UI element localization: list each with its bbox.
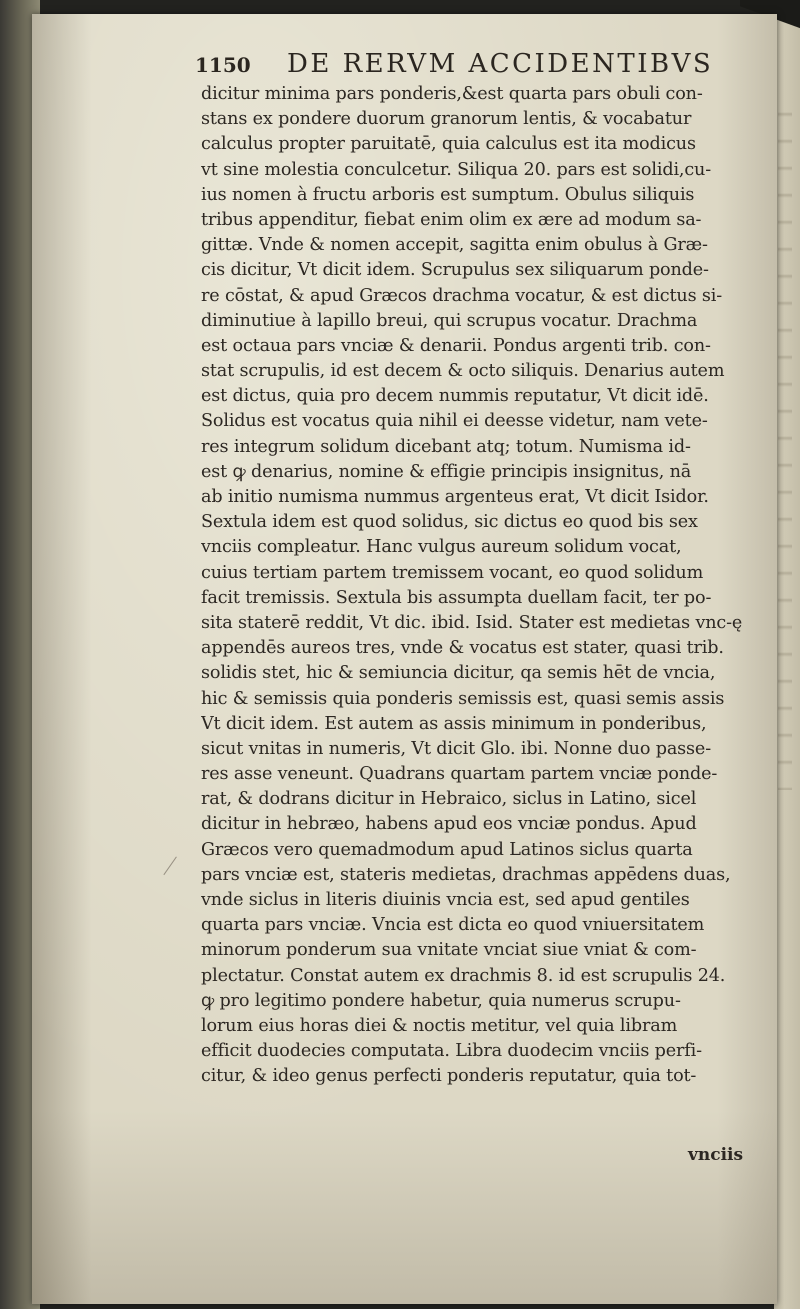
text-line: calculus propter paruitatē, quia calculus est ita modicus xyxy=(201,134,696,155)
text-line: est octaua pars vnciæ & denarii. Pondus argenti trib. con- xyxy=(201,335,711,356)
text-line: minorum ponderum sua vnitate vnciat siue vniat & com- xyxy=(201,940,697,961)
text-line: vnde siclus in literis diuinis vncia est, sed apud gentiles xyxy=(201,890,690,910)
text-line: citur, & ideo genus perfecti ponderis reputatur, quia tot- xyxy=(201,1066,697,1087)
text-line: hic & semissis quia ponderis semissis est, quasi semis assis xyxy=(201,688,725,709)
next-page-edge xyxy=(774,0,800,1309)
body-text xyxy=(201,82,767,1090)
text-line: plectatur. Constat autem ex drachmis 8. id est scrupulis 24. xyxy=(201,965,726,986)
page-header xyxy=(195,47,735,83)
text-line: est ꝙ denarius, nomine & effigie principis insignitus, nā xyxy=(201,461,692,482)
catchword: vnciis xyxy=(688,1145,744,1165)
text-line: Vt dicit idem. Est autem as assis minimum in ponderibus, xyxy=(201,713,707,734)
text-line: quarta pars vnciæ. Vncia est dicta eo quod vniuersitatem xyxy=(201,915,705,936)
text-line: res asse veneunt. Quadrans quartam partem vnciæ ponde- xyxy=(201,764,718,785)
text-line: vt sine molestia conculcetur. Siliqua 20. pars est solidi,cu- xyxy=(201,159,712,180)
text-line: res integrum solidum dicebant atq; totum. Numisma id- xyxy=(201,436,691,457)
page-number: 1150 xyxy=(195,53,251,77)
text-line: cis dicitur, Vt dicit idem. Scrupulus sex siliquarum ponde- xyxy=(201,260,709,281)
text-line: facit tremissis. Sextula bis assumpta duellam facit, ter po- xyxy=(201,587,712,608)
text-line: re cōstat, & apud Græcos drachma vocatur, & est dictus si- xyxy=(201,285,723,306)
text-line: diminutiue à lapillo breui, qui scrupus vocatur. Drachma xyxy=(201,310,698,331)
text-line: sita staterē reddit, Vt dic. ibid. Isid. Stater est medietas vnc-ę xyxy=(201,612,743,633)
text-line: rat, & dodrans dicitur in Hebraico, siclus in Latino, sicel xyxy=(201,789,697,810)
text-line: appendēs aureos tres, vnde & vocatus est stater, quasi trib. xyxy=(201,638,724,659)
text-line: Græcos vero quemadmodum apud Latinos siclus quarta xyxy=(201,839,693,860)
running-title: DE RERVM ACCIDENTIBVS xyxy=(287,49,714,79)
text-line: est dictus, quia pro decem nummis reputatur, Vt dicit idē. xyxy=(201,386,709,407)
text-line: pars vnciæ est, stateris medietas, drachmas appēdens duas, xyxy=(201,864,731,885)
text-line: tribus appenditur, fiebat enim olim ex ære ad modum sa- xyxy=(201,209,702,230)
text-line: Solidus est vocatus quia nihil ei deesse videtur, nam vete- xyxy=(201,411,708,432)
text-line: sicut vnitas in numeris, Vt dicit Glo. ibi. Nonne duo passe- xyxy=(201,738,711,759)
text-line: dicitur in hebræo, habens apud eos vnciæ pondus. Apud xyxy=(201,814,697,835)
text-line: Sextula idem est quod solidus, sic dictus eo quod bis sex xyxy=(201,512,698,533)
text-line: efficit duodecies computata. Libra duodecim vnciis perfi- xyxy=(201,1041,702,1062)
text-line: cuius tertiam partem tremissem vocant, eo quod solidum xyxy=(201,562,704,583)
text-line: lorum eius horas diei & noctis metitur, vel quia libram xyxy=(201,1015,678,1036)
text-line: stans ex pondere duorum granorum lentis, & vocabatur xyxy=(201,109,692,130)
text-line: ꝙ pro legitimo pondere habetur, quia numerus scrupu- xyxy=(201,990,681,1011)
text-line: vnciis compleatur. Hanc vulgus aureum solidum vocat, xyxy=(201,537,682,558)
text-line: dicitur minima pars ponderis,&est quarta pars obuli con- xyxy=(201,84,703,104)
text-line: gittæ. Vnde & nomen accepit, sagitta enim obulus à Græ- xyxy=(201,235,708,256)
text-line: ab initio numisma nummus argenteus erat, Vt dicit Isidor. xyxy=(201,487,709,507)
text-line: stat scrupulis, id est decem & octo siliquis. Denarius autem xyxy=(201,361,725,382)
text-line: ius nomen à fructu arboris est sumptum. Obulus siliquis xyxy=(201,184,695,205)
text-line: solidis stet, hic & semiuncia dicitur, qa semis hēt de vncia, xyxy=(201,663,716,684)
